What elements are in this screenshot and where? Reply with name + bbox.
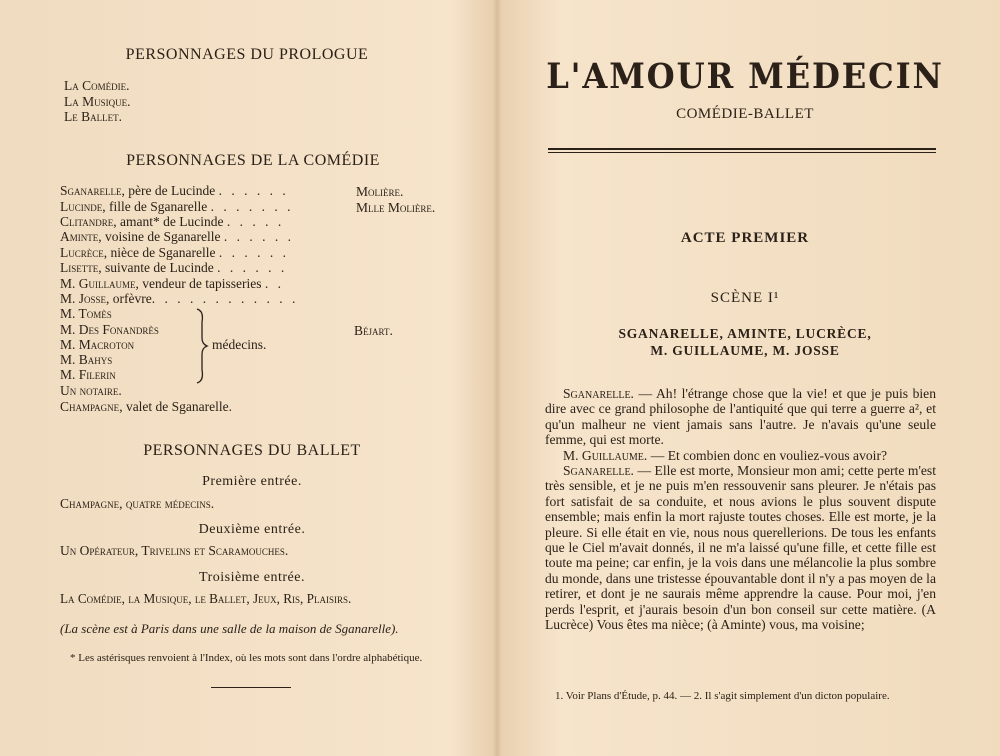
medecin-name: M. Bahys: [60, 352, 113, 367]
role-name: Sganarelle: [60, 183, 122, 198]
page-footnotes: 1. Voir Plans d'Étude, p. 44. — 2. Il s'agit simplement d'un dicton populaire.: [555, 690, 890, 702]
role-name: Aminte: [60, 229, 99, 244]
role-row: [60, 291, 298, 307]
medecins-label: médecins.: [212, 337, 267, 352]
role-row: [60, 199, 293, 215]
role-desc: , vendeur de tapisseries: [135, 276, 262, 291]
leader-dots: . .: [264, 276, 284, 291]
entree-text: Un Opérateur, Trivelins et Scaramouches.: [60, 543, 289, 558]
role-name: M. Josse: [60, 291, 107, 306]
leader-dots: . . . . . .: [223, 229, 294, 244]
asterisk-footnote: * Les astérisques renvoient à l'Index, où les mots sont dans l'ordre alphabétique.: [70, 652, 423, 664]
role-desc: , amant* de Lucinde: [113, 214, 224, 229]
medecin-name: M. Filerin: [60, 367, 116, 382]
actor-name: Mlle Molière.: [356, 200, 436, 215]
role-row: [60, 229, 294, 245]
comedie-heading: PERSONNAGES DE LA COMÉDIE: [126, 152, 380, 169]
champagne-line: [60, 399, 232, 415]
role-row: [60, 183, 289, 199]
medecin-name: M. Macroton: [60, 337, 135, 352]
leader-dots: . . . . .: [226, 214, 285, 229]
leader-dots: . . . . . . .: [210, 199, 294, 214]
role-name: Lucinde: [60, 199, 103, 214]
play-title: L'AMOUR MÉDECIN: [546, 56, 944, 97]
speech: — Ah! l'étrange chose que la vie! et que je puis bien dire avec ce grand philosophe de l'antiquité que qui terre a guerre a², et qu'un malheur ne vient jamais sans l'autre. Je n'avais qu'une seule femme, qui est morte.: [545, 386, 936, 448]
role-desc: , valet de Sganarelle.: [119, 399, 233, 414]
role-desc: , orfèvre: [106, 291, 152, 306]
divider: [211, 687, 291, 688]
brace-icon: [194, 308, 210, 384]
play-subtitle: COMÉDIE-BALLET: [676, 106, 814, 122]
dialogue-line: [545, 448, 936, 463]
acte-heading: ACTE PREMIER: [680, 230, 810, 246]
role-row: [60, 276, 284, 292]
title-rule-thick: [548, 148, 936, 150]
prologue-heading: PERSONNAGES DU PROLOGUE: [125, 46, 369, 63]
left-page: [0, 0, 494, 756]
entree-title: Première entrée.: [202, 474, 302, 489]
speaker: Sganarelle.: [563, 463, 634, 479]
scene-characters: SGANARELLE, AMINTE, LUCRÈCE,: [618, 326, 872, 341]
role-row: [60, 214, 284, 230]
leader-dots: . . . . . .: [218, 183, 289, 198]
entree-text: La Comédie, la Musique, le Ballet, Jeux, Ris, Plaisirs.: [60, 591, 352, 606]
scene-characters: M. GUILLAUME, M. JOSSE: [650, 343, 840, 358]
role-name: Champagne: [60, 399, 120, 414]
speaker: Sganarelle.: [563, 386, 634, 401]
speaker: M. Guillaume.: [563, 447, 648, 463]
leader-dots: . . . . . .: [218, 245, 289, 260]
role-desc: , voisine de Sganarelle: [98, 229, 221, 244]
role-desc: , nièce de Sganarelle: [103, 245, 216, 260]
leader-dots: . . . . . .: [217, 260, 288, 275]
speech: — Et combien donc en vouliez-vous avoir?: [647, 447, 888, 463]
title-rule-thin: [548, 152, 936, 153]
role-desc: , suivante de Lucinde: [98, 260, 214, 275]
role-name: Clitandre: [60, 214, 114, 229]
ballet-heading: PERSONNAGES DU BALLET: [143, 442, 361, 459]
role-row: [60, 260, 287, 276]
prologue-item: La Comédie.: [64, 78, 130, 93]
role-row: [60, 245, 289, 261]
role-name: Lucrèce: [60, 245, 104, 260]
prologue-item: Le Ballet.: [64, 109, 122, 124]
role-desc: , père de Lucinde: [121, 183, 216, 198]
entree-title: Troisième entrée.: [199, 570, 305, 585]
actor-name: Béjart.: [354, 323, 393, 338]
medecin-name: M. Tomès: [60, 306, 112, 321]
role-desc: , fille de Sganarelle: [102, 199, 208, 214]
actor-name: Molière.: [356, 184, 404, 199]
leader-dots: . . . . . . . . . . . .: [151, 291, 299, 306]
dialogue: [545, 386, 936, 633]
setting-note: (La scène est à Paris dans une salle de la maison de Sganarelle).: [60, 621, 399, 636]
scene-heading: SCÈNE I¹: [710, 290, 780, 306]
dialogue-line: [545, 386, 936, 448]
notaire-line: Un notaire.: [60, 383, 122, 398]
role-name: Lisette: [60, 260, 99, 275]
prologue-item: La Musique.: [64, 94, 131, 109]
entree-text: Champagne, quatre médecins.: [60, 496, 215, 511]
right-page: [500, 0, 1000, 756]
entree-title: Deuxième entrée.: [198, 522, 306, 537]
medecin-name: M. Des Fonandrès: [60, 322, 159, 337]
dialogue-line: [545, 463, 936, 632]
speech: — Elle est morte, Monsieur mon ami; cette perte m'est très sensible, et je ne puis m'en ressouvenir sans pleurer. Je n'étais pas fort satisfait de sa conduite, et nous avions le plus souvent dispute ensemble; mais enfin la mort rajuste toutes choses. Elle est morte, je la pleure. Si elle était en vie, nous nous querellerions. De tous les enfants que le Ciel m'avait donnés, il ne m'a laissé qu'une fille, et cette fille est toute ma peine; car enfin, je la vois dans une mélancolie la plus sombre du monde, dans une tristesse épouvantable dont il n'y a pas moyen de la retirer, et dont je ne saurais même apprendre la cause. Pour moi, j'en perds l'esprit, et j'aurais besoin d'un bon conseil sur cette matière. (A Lucrèce) Vous êtes ma nièce; (à Aminte) vous, ma voisine;: [545, 463, 936, 633]
role-name: M. Guillaume: [60, 276, 136, 291]
